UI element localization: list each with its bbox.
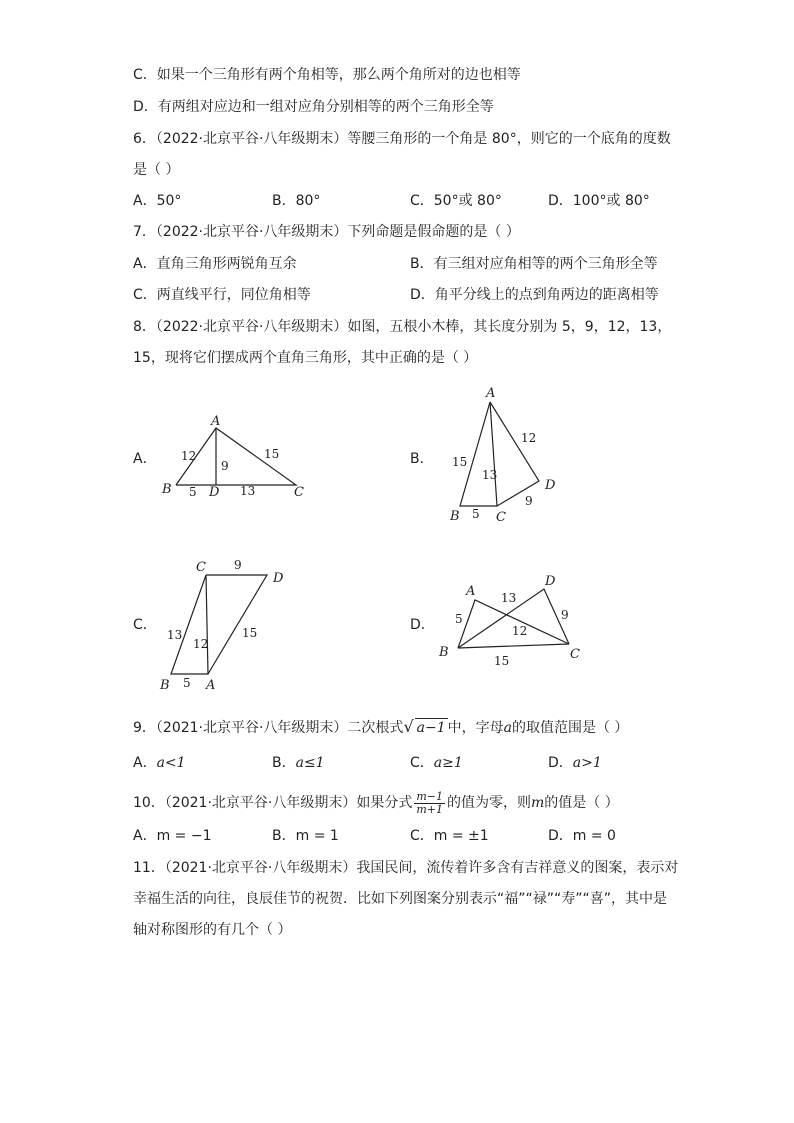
figure-b-point-d: D (545, 478, 556, 493)
q9-option-b (272, 754, 325, 772)
q9-option-c-label: C． (410, 755, 434, 771)
q9-option-d (548, 754, 602, 772)
q9-suffix-a: 中，字母 (447, 720, 504, 736)
figure-d-point-d: D (545, 574, 556, 589)
q9-option-b-label: B． (272, 755, 296, 771)
figure-c-label-5: 5 (183, 676, 191, 690)
figure-b-point-b: B (450, 509, 460, 524)
q5-option-c: C．如果一个三角形有两个角相等，那么两个角所对的边也相等 (133, 67, 521, 83)
q8-option-b-label: B． (410, 451, 434, 467)
q10-var: m (531, 795, 545, 811)
figure-c-label-13: 13 (167, 628, 183, 642)
q11-stem: 11．（2021·北京平谷·八年级期末）我国民间，流传着许多含有吉祥意义的图案，表示对 (133, 860, 679, 876)
q10-option-b: B．m = 1 (272, 828, 339, 844)
figure-a-point-d: D (209, 485, 220, 500)
sqrt-icon: √ (403, 717, 414, 736)
q5-option-d: D．有两组对应边和一组对应角分别相等的两个三角形全等 (133, 99, 494, 115)
figure-d-label-13: 13 (501, 591, 517, 605)
q10-mid: 的值为零，则 (447, 795, 531, 811)
q9-option-b-value: a≤1 (295, 755, 325, 771)
q7-option-d: D．角平分线上的点到角两边的距离相等 (410, 287, 659, 303)
q10-option-c: C．m = ±1 (410, 828, 489, 844)
figure-b-label-15: 15 (452, 455, 468, 469)
figure-c-label-15: 15 (242, 626, 258, 640)
figure-d-point-c: C (570, 647, 580, 662)
q9-option-a-label: A． (133, 755, 157, 771)
figure-c-label-9: 9 (234, 558, 242, 572)
q7-option-a: A．直角三角形两锐角互余 (133, 256, 297, 272)
figure-c-point-a: A (206, 678, 216, 693)
q7-stem: 7．（2022·北京平谷·八年级期末）下列命题是假命题的是（ ） (133, 224, 520, 240)
q9-suffix-b: 的取值范围是（ ） (511, 720, 629, 736)
figure-c-point-b: B (160, 678, 170, 693)
figure-d-point-b: B (439, 645, 449, 660)
q8-stem-cont: 15，现将它们摆成两个直角三角形，其中正确的是（ ） (133, 350, 478, 366)
figure-a-label-13: 13 (240, 484, 256, 498)
figure-d-label-5: 5 (455, 612, 463, 626)
q11-stem-cont: 幸福生活的向往，良辰佳节的祝贺．比如下列图案分别表示“福”“禄”“寿”“喜”，其中是 (133, 891, 668, 907)
q9-option-c (410, 754, 463, 772)
q6-option-b: B．80° (272, 193, 321, 209)
q9-option-a-value: a<1 (156, 755, 186, 771)
figure-b-label-9: 9 (525, 494, 533, 508)
q9-option-d-value: a>1 (572, 755, 602, 771)
q9-prefix: 9．（2021·北京平谷·八年级期末）二次根式 (133, 720, 404, 736)
figure-c-point-d: D (273, 571, 284, 586)
figure-a-point-b: B (162, 482, 172, 497)
q8-option-c-label: C． (133, 617, 157, 633)
figure-d-label-15: 15 (494, 654, 510, 668)
figure-a-label-12: 12 (181, 449, 197, 463)
figure-c-point-c: C (196, 560, 206, 575)
q9-radicand: a−1 (416, 720, 446, 736)
figure-a-point-a: A (211, 414, 221, 429)
q10-stem (133, 789, 619, 817)
figure-b-label-13: 13 (482, 468, 498, 482)
figure-d-point-a: A (466, 584, 476, 599)
q6-stem: 6．（2022·北京平谷·八年级期末）等腰三角形的一个角是 80°，则它的一个底角的度数 (133, 131, 671, 147)
q9-var: a (503, 720, 512, 736)
figure-b-point-c: C (496, 510, 506, 525)
figure-a-point-c: C (294, 485, 304, 500)
figure-a-label-15: 15 (264, 447, 280, 461)
q8-option-d-label: D． (410, 617, 435, 633)
q9-option-d-label: D． (548, 755, 573, 771)
q10-numerator: m−1 (416, 789, 443, 803)
q6-option-c: C．50°或 80° (410, 193, 502, 209)
q6-option-d: D．100°或 80° (548, 193, 650, 209)
q8-stem: 8．（2022·北京平谷·八年级期末）如图，五根小木棒，其长度分别为 5，9，12，13， (133, 319, 672, 335)
figure-b-point-a: A (486, 386, 496, 401)
q9-option-c-value: a≥1 (433, 755, 463, 771)
figure-a-label-9: 9 (221, 459, 229, 473)
q11-stem-end: 轴对称图形的有几个（ ） (133, 922, 292, 938)
figure-a-label-5: 5 (189, 485, 197, 499)
q10-suffix: 的值是（ ） (544, 795, 619, 811)
figure-b-label-5: 5 (472, 507, 480, 521)
q9-stem (133, 718, 628, 737)
figure-c-label-12: 12 (193, 637, 209, 651)
figure-d-label-9: 9 (561, 608, 569, 622)
figure-d-label-12: 12 (512, 624, 528, 638)
q10-prefix: 10．（2021·北京平谷·八年级期末）如果分式 (133, 795, 413, 811)
q8-option-a-label: A． (133, 451, 157, 467)
q7-option-b: B．有三组对应角相等的两个三角形全等 (410, 256, 658, 272)
q10-fraction (414, 791, 445, 816)
q10-denominator: m+1 (416, 802, 443, 816)
q9-option-a (133, 754, 186, 772)
q6-option-a: A．50° (133, 193, 182, 209)
q6-stem-cont: 是（ ） (133, 162, 180, 178)
q10-option-d: D．m = 0 (548, 828, 616, 844)
q7-option-c: C．两直线平行，同位角相等 (133, 287, 311, 303)
figure-b-label-12: 12 (521, 431, 537, 445)
q10-option-a: A．m = −1 (133, 828, 212, 844)
